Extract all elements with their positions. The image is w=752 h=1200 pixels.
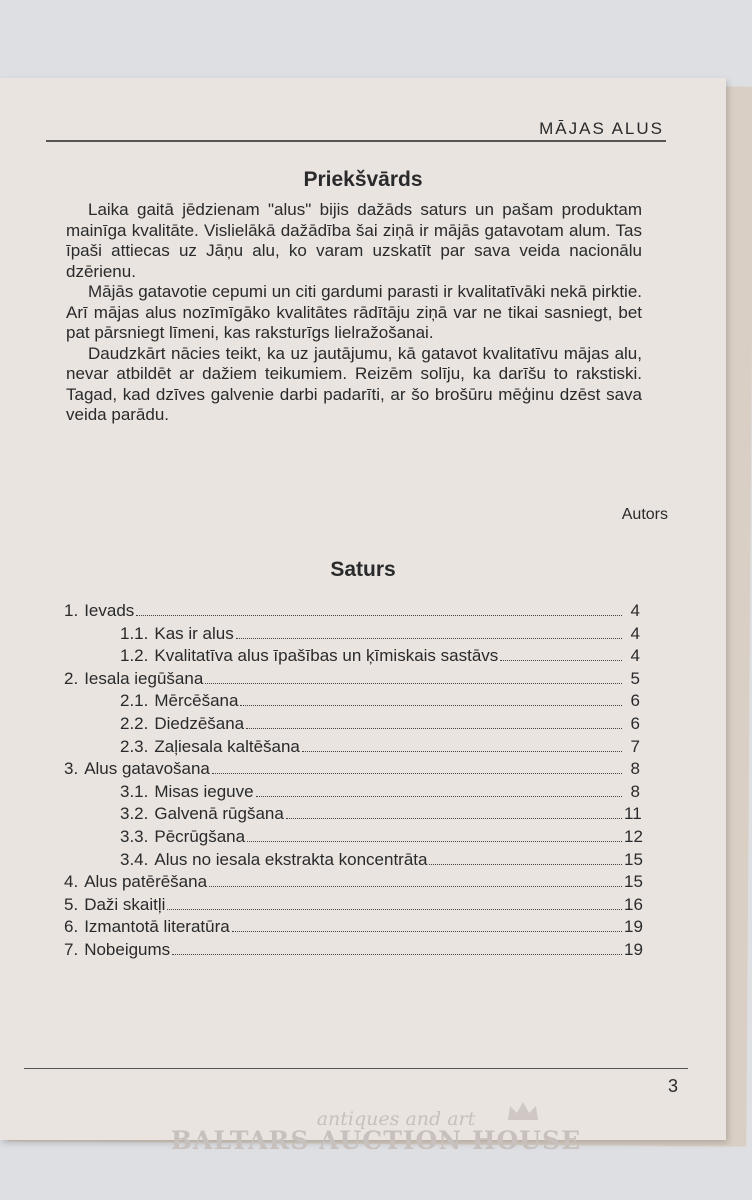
toc-entry-page: 6 xyxy=(630,691,640,711)
preface-paragraph: Laika gaitā jēdzienam "alus" bijis dažāds saturs un pašam produktam mainīga kvalitāte. Vislielākā dažādība šai ziņā ir mājās gatavotam alum. Tas īpaši attiecas uz Jāņu alu, ko varam uzskatīt par sava veida nacionālu dzērienu. xyxy=(66,200,642,281)
toc-entry-page: 4 xyxy=(630,623,640,643)
contents-title: Saturs xyxy=(330,558,396,581)
toc-entry xyxy=(64,826,643,849)
toc-entry-label: Zaļiesala kaltēšana xyxy=(154,736,300,756)
toc-dot-leader xyxy=(232,931,622,932)
toc-entry xyxy=(64,690,640,713)
toc-dot-leader xyxy=(246,728,622,729)
toc-entry-number: 5. xyxy=(64,894,79,914)
toc-entry-label: Pēcrūgšana xyxy=(154,826,246,846)
toc-dot-leader xyxy=(256,796,622,797)
toc-entry-label: Nobeigums xyxy=(84,939,171,959)
toc-entry-label: Alus no iesala ekstrakta koncentrāta xyxy=(154,849,428,869)
toc-dot-leader xyxy=(212,773,622,774)
toc-entry xyxy=(64,894,643,917)
toc-entry-number: 2.1. xyxy=(120,691,149,711)
toc-entry-page: 11 xyxy=(624,804,642,824)
toc-entry-label: Ievads xyxy=(84,601,135,620)
booklet-page xyxy=(0,78,726,1140)
toc-entry-page: 12 xyxy=(624,826,643,846)
toc-dot-leader xyxy=(302,751,622,752)
toc-entry xyxy=(64,916,643,939)
toc-entry-number: 1. xyxy=(64,601,79,620)
toc-entry-page: 7 xyxy=(630,736,640,756)
toc-dot-leader xyxy=(236,638,622,639)
toc-entry xyxy=(64,849,643,872)
toc-dot-leader xyxy=(429,864,622,865)
toc-entry-number: 7. xyxy=(64,939,79,959)
footer-rule xyxy=(24,1068,688,1069)
toc-entry-number: 3.1. xyxy=(120,781,149,801)
toc-entry-label: Daži skaitļi xyxy=(84,894,166,914)
toc-entry-number: 6. xyxy=(64,917,79,937)
toc-entry-number: 3.3. xyxy=(120,826,149,846)
running-header: MĀJAS ALUS xyxy=(539,119,664,138)
table-of-contents xyxy=(64,600,643,962)
toc-entry-label: Kvalitatīva alus īpašības un ķīmiskais sastāvs xyxy=(154,646,499,666)
toc-entry-page: 8 xyxy=(630,781,640,801)
toc-entry xyxy=(64,668,640,691)
watermark-brand: BALTARS AUCTION HOUSE xyxy=(170,1126,582,1155)
toc-entry xyxy=(64,713,640,736)
toc-entry xyxy=(64,803,640,826)
toc-entry-page: 6 xyxy=(630,713,640,733)
preface-title: Priekšvārds xyxy=(303,168,423,191)
watermark xyxy=(0,1108,752,1155)
toc-entry-label: Mērcēšana xyxy=(154,691,239,711)
toc-entry xyxy=(64,871,643,894)
toc-entry-number: 3. xyxy=(64,759,79,779)
toc-entry xyxy=(64,758,640,781)
toc-entry xyxy=(64,939,643,962)
preface-author: Autors xyxy=(621,506,668,523)
toc-entry-number: 3.2. xyxy=(120,804,149,824)
toc-entry-number: 2.3. xyxy=(120,736,149,756)
toc-dot-leader xyxy=(172,954,622,955)
toc-entry-number: 1.2. xyxy=(120,646,149,666)
toc-dot-leader xyxy=(286,818,622,819)
toc-dot-leader xyxy=(209,886,622,887)
toc-entry xyxy=(64,736,640,759)
toc-dot-leader xyxy=(136,615,622,616)
toc-entry-number: 4. xyxy=(64,872,79,892)
toc-entry xyxy=(64,781,640,804)
toc-entry-page: 15 xyxy=(624,872,643,892)
toc-entry-label: Alus gatavošana xyxy=(84,759,210,779)
preface-paragraph: Mājās gatavotie cepumi un citi gardumi parasti ir kvalitatīvāki nekā pirktie. Arī mājas alus nozīmīgāko kvalitātes rādītāju ziņā var ne tikai sasniegt, bet pat pārsniegt līmeni, kas raksturīgs lielražošanai. xyxy=(66,282,642,342)
toc-entry xyxy=(64,600,640,623)
toc-entry-page: 5 xyxy=(630,668,640,688)
toc-entry-label: Diedzēšana xyxy=(154,713,245,733)
toc-entry-number: 3.4. xyxy=(120,849,149,869)
preface-paragraph: Daudzkārt nācies teikt, ka uz jautājumu, kā gatavot kvalitatīvu mājas alu, nevar atbildēt ar dažiem teikumiem. Reizēm solīju, ka darīšu to rakstiski. Tagad, kad dzīves galvenie darbi padarīti, ar šo brošūru mēģinu dzēst sava veida parādu. xyxy=(66,343,642,424)
toc-entry-number: 2. xyxy=(64,668,79,688)
toc-entry-page: 4 xyxy=(630,646,640,666)
toc-entry-label: Alus patērēšana xyxy=(84,872,208,892)
header-rule xyxy=(46,140,666,142)
toc-entry xyxy=(64,623,640,646)
toc-dot-leader xyxy=(240,705,622,706)
crown-icon xyxy=(506,1100,540,1122)
toc-entry-page: 15 xyxy=(624,849,643,869)
toc-entry-page: 19 xyxy=(624,939,643,959)
toc-entry-page: 8 xyxy=(630,759,640,779)
toc-entry-page: 19 xyxy=(624,917,643,937)
toc-dot-leader xyxy=(167,909,622,910)
toc-entry-label: Kas ir alus xyxy=(154,623,234,643)
toc-entry-number: 2.2. xyxy=(120,713,149,733)
toc-entry-number: 1.1. xyxy=(120,623,149,643)
toc-dot-leader xyxy=(247,841,622,842)
watermark-tagline: antiques and art xyxy=(316,1108,476,1130)
toc-entry-label: Iesala iegūšana xyxy=(84,668,204,688)
toc-entry-page: 4 xyxy=(630,601,640,620)
toc-entry-page: 16 xyxy=(624,894,643,914)
toc-entry-label: Izmantotā literatūra xyxy=(84,917,230,937)
page-number: 3 xyxy=(667,1076,678,1096)
toc-entry-label: Misas ieguve xyxy=(154,781,254,801)
toc-entry-label: Galvenā rūgšana xyxy=(154,804,284,824)
toc-dot-leader xyxy=(205,683,622,684)
preface-text xyxy=(66,200,642,426)
toc-entry xyxy=(64,645,640,668)
toc-dot-leader xyxy=(500,660,622,661)
